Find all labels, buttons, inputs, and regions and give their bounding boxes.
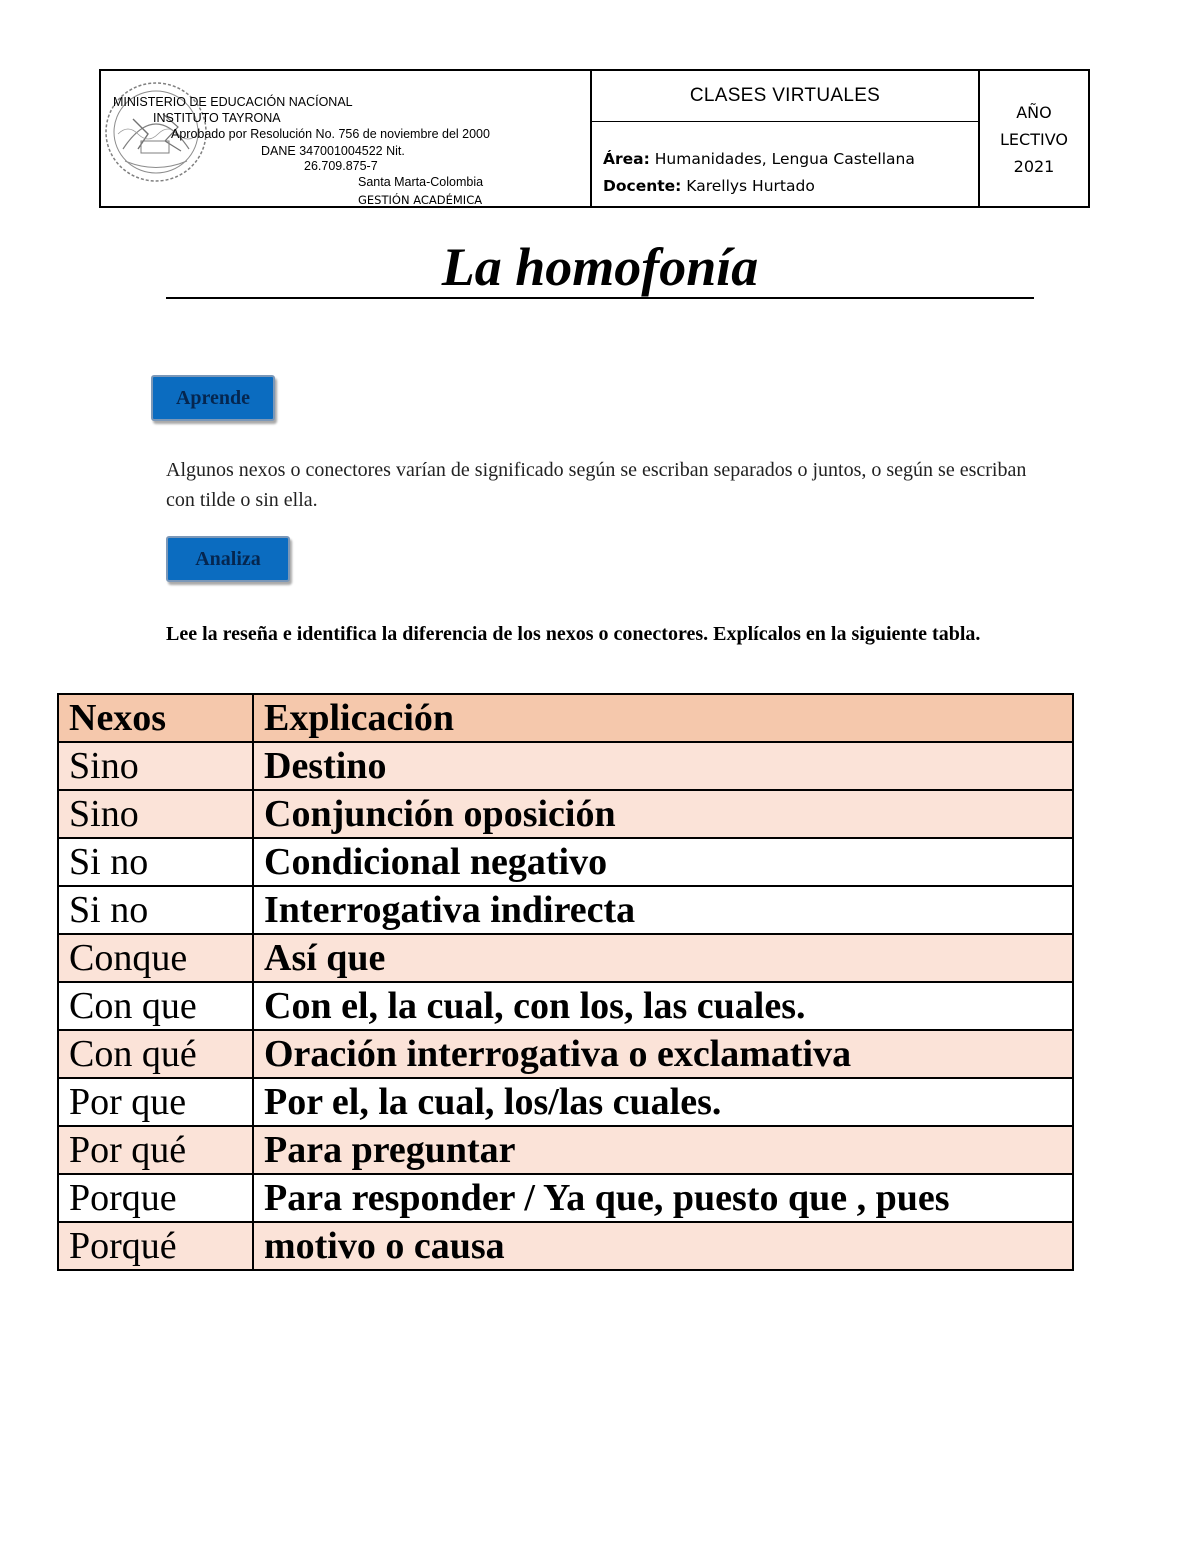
nit-line: 26.709.875-7	[304, 159, 378, 173]
analyze-button[interactable]: Analiza	[166, 536, 290, 582]
explanation-cell: Oración interrogativa o exclamativa	[253, 1030, 1073, 1078]
institution-block	[101, 71, 592, 206]
area-line	[603, 146, 978, 173]
nexo-cell: Porque	[58, 1174, 253, 1222]
nexo-cell: Conque	[58, 934, 253, 982]
teacher-line	[603, 173, 978, 200]
nexo-cell: Por qué	[58, 1126, 253, 1174]
table-row	[58, 1174, 1073, 1222]
table-header-row	[58, 694, 1073, 742]
table-row	[58, 1030, 1073, 1078]
year-label-1: AÑO	[1016, 103, 1052, 122]
city-line: Santa Marta-Colombia	[358, 175, 484, 189]
teacher-value: Karellys Hurtado	[681, 177, 815, 195]
intro-paragraph: Algunos nexos o conectores varían de significado según se escriban separados o juntos, o según se escriban con tilde o sin ella.	[166, 459, 1027, 511]
ministry-line: MINISTERIO DE EDUCACIÓN NACÍONAL	[113, 95, 353, 109]
instruction-text: Lee la reseña e identifica la diferencia de los nexos o conectores. Explícalos en la siguiente tabla.	[166, 623, 981, 645]
nexo-cell: Con que	[58, 982, 253, 1030]
explanation-cell: Condicional negativo	[253, 838, 1073, 886]
explanation-cell: Interrogativa indirecta	[253, 886, 1073, 934]
nexo-cell: Sino	[58, 790, 253, 838]
dane-line: DANE 347001004522 Nit.	[261, 144, 405, 158]
nexo-cell: Si no	[58, 886, 253, 934]
explanation-cell: Para preguntar	[253, 1126, 1073, 1174]
academic-management-line: GESTIÓN ACADÉMICA	[358, 193, 483, 207]
nexo-cell: Sino	[58, 742, 253, 790]
column-header-explicacion: Explicación	[253, 694, 1073, 742]
explanation-cell: Con el, la cual, con los, las cuales.	[253, 982, 1073, 1030]
nexo-cell: Si no	[58, 838, 253, 886]
teacher-label: Docente:	[603, 177, 682, 195]
explanation-cell: Por el, la cual, los/las cuales.	[253, 1078, 1073, 1126]
school-year-block	[980, 71, 1088, 206]
title-underline	[166, 297, 1034, 299]
explanation-cell: Para responder / Ya que, puesto que , pues	[253, 1174, 1073, 1222]
table-row	[58, 1222, 1073, 1270]
class-info-block	[592, 71, 980, 206]
table-row	[58, 934, 1073, 982]
table-row	[58, 742, 1073, 790]
explanation-cell: Así que	[253, 934, 1073, 982]
table-row	[58, 1126, 1073, 1174]
area-label: Área:	[603, 150, 650, 168]
explanation-cell: Conjunción oposición	[253, 790, 1073, 838]
learn-button[interactable]: Aprende	[151, 375, 275, 421]
table-row	[58, 790, 1073, 838]
connectors-table	[57, 693, 1074, 1271]
explanation-cell: motivo o causa	[253, 1222, 1073, 1270]
virtual-classes-label: CLASES VIRTUALES	[592, 71, 978, 122]
column-header-nexos: Nexos	[58, 694, 253, 742]
table-row	[58, 982, 1073, 1030]
year-label-2: LECTIVO	[1000, 130, 1068, 149]
page-title: La homofonía	[441, 237, 759, 297]
nexo-cell: Porqué	[58, 1222, 253, 1270]
year-value: 2021	[1013, 157, 1055, 176]
subject-teacher-block	[592, 122, 978, 206]
document-header	[99, 69, 1090, 208]
institute-name: INSTITUTO TAYRONA	[153, 111, 281, 125]
nexo-cell: Por que	[58, 1078, 253, 1126]
nexo-cell: Con qué	[58, 1030, 253, 1078]
table-row	[58, 1078, 1073, 1126]
resolution-line: Aprobado por Resolución No. 756 de noviembre del 2000	[171, 127, 490, 141]
explanation-cell: Destino	[253, 742, 1073, 790]
area-value: Humanidades, Lengua Castellana	[649, 150, 915, 168]
table-row	[58, 886, 1073, 934]
table-row	[58, 838, 1073, 886]
